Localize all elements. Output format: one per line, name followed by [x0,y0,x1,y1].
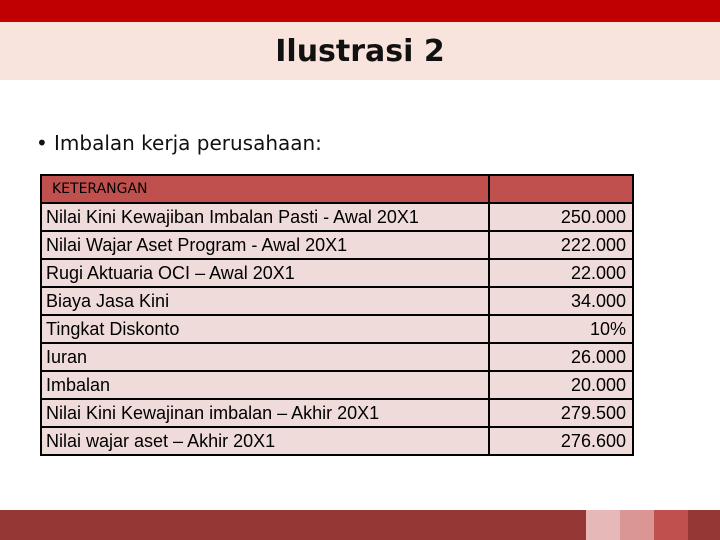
footer-block [654,510,688,540]
table-row [41,287,633,315]
table-row [41,231,633,259]
table-row [41,315,633,343]
footer-block [0,510,586,540]
footer-block [688,510,720,540]
header-cell-value [489,175,633,203]
row-label: Rugi Aktuaria OCI – Awal 20X1 [41,259,489,287]
table-row [41,399,633,427]
row-value: 279.500 [489,399,633,427]
table-header-row [41,175,633,203]
row-value: 250.000 [489,203,633,231]
row-value: 10% [489,315,633,343]
row-label: Imbalan [41,371,489,399]
row-value: 276.600 [489,427,633,455]
row-label: Nilai wajar aset – Akhir 20X1 [41,427,489,455]
bullet-text: Imbalan kerja perusahaan: [54,131,322,155]
top-accent-bar [0,0,720,22]
table-row [41,343,633,371]
footer-block [620,510,654,540]
data-table [40,174,634,456]
bullet-icon: • [36,131,48,155]
row-label: Biaya Jasa Kini [41,287,489,315]
footer-bar [0,510,720,540]
row-value: 222.000 [489,231,633,259]
header-cell-keterangan: KETERANGAN [41,175,489,203]
row-value: 34.000 [489,287,633,315]
row-value: 20.000 [489,371,633,399]
bullet-point [36,128,322,158]
row-label: Iuran [41,343,489,371]
row-label: Nilai Kini Kewajiban Imbalan Pasti - Awal 20X1 [41,203,489,231]
table-row [41,259,633,287]
slide-title: Ilustrasi 2 [275,34,445,69]
row-label: Nilai Kini Kewajinan imbalan – Akhir 20X1 [41,399,489,427]
table-row [41,371,633,399]
row-value: 22.000 [489,259,633,287]
footer-block [586,510,620,540]
table-row [41,203,633,231]
table-row [41,427,633,455]
row-value: 26.000 [489,343,633,371]
row-label: Tingkat Diskonto [41,315,489,343]
row-label: Nilai Wajar Aset Program - Awal 20X1 [41,231,489,259]
